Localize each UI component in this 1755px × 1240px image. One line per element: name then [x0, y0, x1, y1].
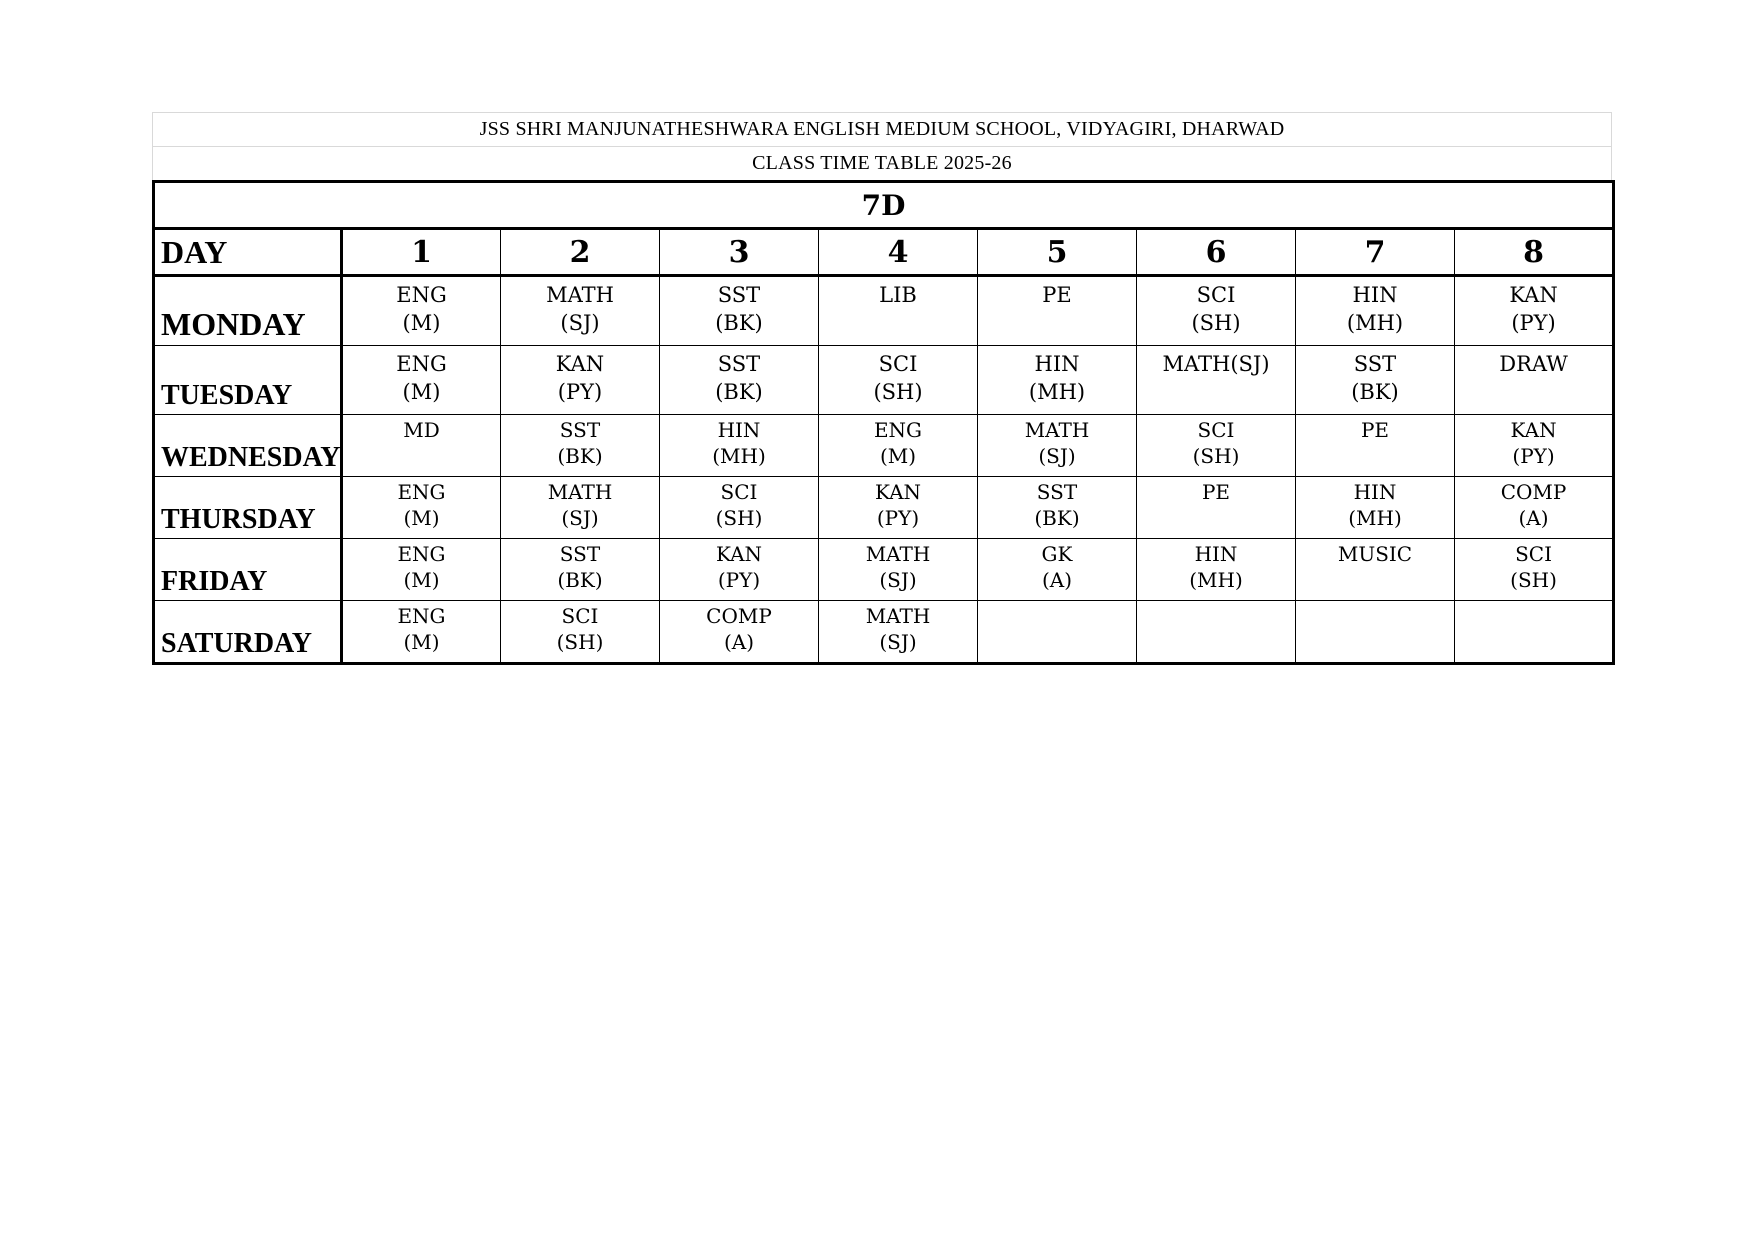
- period-cell: [1137, 346, 1296, 415]
- subject: SST: [559, 418, 601, 442]
- subject: KAN: [874, 480, 922, 504]
- day-label: WEDNESDAY: [154, 415, 342, 477]
- period-cell: [342, 276, 501, 346]
- subject: ENG: [397, 542, 446, 566]
- subject: HIN: [1353, 480, 1397, 504]
- table-row: [154, 477, 1614, 539]
- period-cell: [1137, 415, 1296, 477]
- teacher-code: (M): [403, 506, 440, 530]
- teacher-code: (M): [403, 568, 440, 592]
- period-cell: [342, 601, 501, 664]
- teacher-code: (M): [402, 311, 441, 335]
- period-cell: [342, 346, 501, 415]
- teacher-code: (SJ): [879, 568, 917, 592]
- subject: DRAW: [1499, 352, 1568, 376]
- teacher-code: (MH): [1028, 380, 1086, 404]
- period-cell: [819, 346, 978, 415]
- period-cell: [978, 477, 1137, 539]
- teacher-code: (BK): [557, 444, 603, 468]
- teacher-code: (PY): [557, 380, 603, 404]
- teacher-code: (BK): [715, 311, 763, 335]
- subject: SCI: [1197, 418, 1235, 442]
- period-cell: [660, 415, 819, 477]
- period-cell: [342, 415, 501, 477]
- period-cell: [342, 477, 501, 539]
- period-cell: [1455, 415, 1614, 477]
- teacher-code: (BK): [557, 568, 603, 592]
- period-cell: [1296, 415, 1455, 477]
- teacher-code: (A): [1518, 506, 1549, 530]
- subject: GK: [1041, 542, 1073, 566]
- table-row: [154, 415, 1614, 477]
- period-cell: [501, 601, 660, 664]
- table-row: [154, 276, 1614, 346]
- subject: HIN: [1194, 542, 1238, 566]
- subject: MATH: [865, 542, 931, 566]
- period-cell: [1137, 477, 1296, 539]
- period-header: 3: [660, 229, 819, 276]
- period-cell: [1455, 276, 1614, 346]
- period-cell: [501, 415, 660, 477]
- day-label: THURSDAY: [154, 477, 342, 539]
- subject: MATH: [1024, 418, 1090, 442]
- subject: SCI: [720, 480, 758, 504]
- teacher-code: (MH): [1189, 568, 1243, 592]
- teacher-code: (PY): [717, 568, 761, 592]
- teacher-code: (MH): [1348, 506, 1402, 530]
- teacher-code: (SH): [1192, 444, 1240, 468]
- teacher-code: (SJ): [1038, 444, 1076, 468]
- teacher-code: (SH): [1510, 568, 1557, 592]
- subject: PE: [1042, 283, 1072, 307]
- period-cell: [1296, 601, 1455, 664]
- period-cell: [501, 477, 660, 539]
- period-cell: [978, 346, 1137, 415]
- table-row: [154, 346, 1614, 415]
- subject: KAN: [1509, 283, 1558, 307]
- subject: SST: [717, 352, 761, 376]
- period-cell: [501, 276, 660, 346]
- period-cell: [501, 346, 660, 415]
- period-cell: [1455, 477, 1614, 539]
- period-header: 7: [1296, 229, 1455, 276]
- subject: MATH(SJ): [1162, 352, 1270, 376]
- day-column-header: DAY: [154, 229, 342, 276]
- teacher-code: (M): [879, 444, 917, 468]
- subject: SCI: [561, 604, 599, 628]
- subject: MATH: [546, 283, 614, 307]
- period-header: 6: [1137, 229, 1296, 276]
- subject: KAN: [1510, 418, 1557, 442]
- subject: SCI: [1515, 542, 1552, 566]
- subject: SST: [559, 542, 601, 566]
- period-cell: [660, 477, 819, 539]
- teacher-code: (MH): [1346, 311, 1404, 335]
- subject: HIN: [1352, 283, 1398, 307]
- subject: KAN: [715, 542, 763, 566]
- header-row: [154, 229, 1614, 276]
- day-label: FRIDAY: [154, 539, 342, 601]
- table-row: [154, 539, 1614, 601]
- period-cell: [1137, 601, 1296, 664]
- table-row: [154, 601, 1614, 664]
- subject: ENG: [396, 283, 447, 307]
- period-cell: [819, 415, 978, 477]
- teacher-code: (PY): [1512, 444, 1555, 468]
- period-cell: [1455, 601, 1614, 664]
- timetable-sheet: [152, 112, 1612, 665]
- day-label: TUESDAY: [154, 346, 342, 415]
- period-header: 1: [342, 229, 501, 276]
- school-name: JSS SHRI MANJUNATHESHWARA ENGLISH MEDIUM SCHOOL, VIDYAGIRI, DHARWAD: [152, 112, 1612, 146]
- subject: COMP: [1500, 480, 1567, 504]
- day-label: MONDAY: [154, 276, 342, 346]
- teacher-code: (SJ): [560, 311, 600, 335]
- subject: SCI: [1196, 283, 1236, 307]
- teacher-code: (SH): [873, 380, 923, 404]
- period-cell: [819, 601, 978, 664]
- teacher-code: (M): [403, 630, 440, 654]
- subject: SST: [717, 283, 761, 307]
- teacher-code: (SH): [556, 630, 604, 654]
- subject: HIN: [717, 418, 761, 442]
- subject: PE: [1360, 418, 1390, 442]
- subject: MATH: [547, 480, 613, 504]
- period-header: 2: [501, 229, 660, 276]
- teacher-code: (PY): [1511, 311, 1556, 335]
- subject: SST: [1353, 352, 1397, 376]
- subject: PE: [1201, 480, 1231, 504]
- timetable-table: [152, 180, 1615, 665]
- teacher-code: (A): [1041, 568, 1073, 592]
- period-cell: [1137, 539, 1296, 601]
- teacher-code: (SJ): [561, 506, 599, 530]
- teacher-code: (M): [402, 380, 441, 404]
- period-cell: [1296, 276, 1455, 346]
- teacher-code: (PY): [876, 506, 920, 530]
- period-cell: [1455, 539, 1614, 601]
- period-cell: [660, 276, 819, 346]
- teacher-code: (MH): [712, 444, 766, 468]
- period-cell: [819, 477, 978, 539]
- teacher-code: (SJ): [879, 630, 917, 654]
- period-cell: [819, 276, 978, 346]
- period-header: 8: [1455, 229, 1614, 276]
- day-label: SATURDAY: [154, 601, 342, 664]
- period-cell: [1455, 346, 1614, 415]
- class-name: 7D: [154, 182, 1614, 229]
- period-cell: [978, 601, 1137, 664]
- teacher-code: (BK): [715, 380, 763, 404]
- subject: KAN: [555, 352, 605, 376]
- subject: SCI: [878, 352, 918, 376]
- period-cell: [1296, 346, 1455, 415]
- subject: ENG: [396, 352, 447, 376]
- period-cell: [819, 539, 978, 601]
- subject: ENG: [397, 480, 446, 504]
- period-cell: [1296, 477, 1455, 539]
- timetable-subtitle: CLASS TIME TABLE 2025-26: [152, 146, 1612, 180]
- subject: MATH: [865, 604, 931, 628]
- period-cell: [501, 539, 660, 601]
- period-cell: [978, 415, 1137, 477]
- teacher-code: (SH): [715, 506, 763, 530]
- subject: SST: [1036, 480, 1078, 504]
- period-cell: [978, 539, 1137, 601]
- teacher-code: (BK): [1351, 380, 1399, 404]
- subject: ENG: [397, 604, 446, 628]
- period-cell: [1137, 276, 1296, 346]
- period-cell: [660, 601, 819, 664]
- teacher-code: (SH): [1191, 311, 1241, 335]
- subject: MUSIC: [1337, 542, 1413, 566]
- subject: MD: [403, 418, 440, 442]
- period-cell: [978, 276, 1137, 346]
- teacher-code: (A): [723, 630, 755, 654]
- period-header: 4: [819, 229, 978, 276]
- period-cell: [660, 539, 819, 601]
- period-cell: [342, 539, 501, 601]
- subject: ENG: [873, 418, 923, 442]
- subject: COMP: [706, 604, 772, 628]
- teacher-code: (BK): [1034, 506, 1080, 530]
- period-cell: [660, 346, 819, 415]
- class-row: [154, 182, 1614, 229]
- subject: HIN: [1034, 352, 1080, 376]
- period-cell: [1296, 539, 1455, 601]
- subject: LIB: [879, 283, 917, 307]
- period-header: 5: [978, 229, 1137, 276]
